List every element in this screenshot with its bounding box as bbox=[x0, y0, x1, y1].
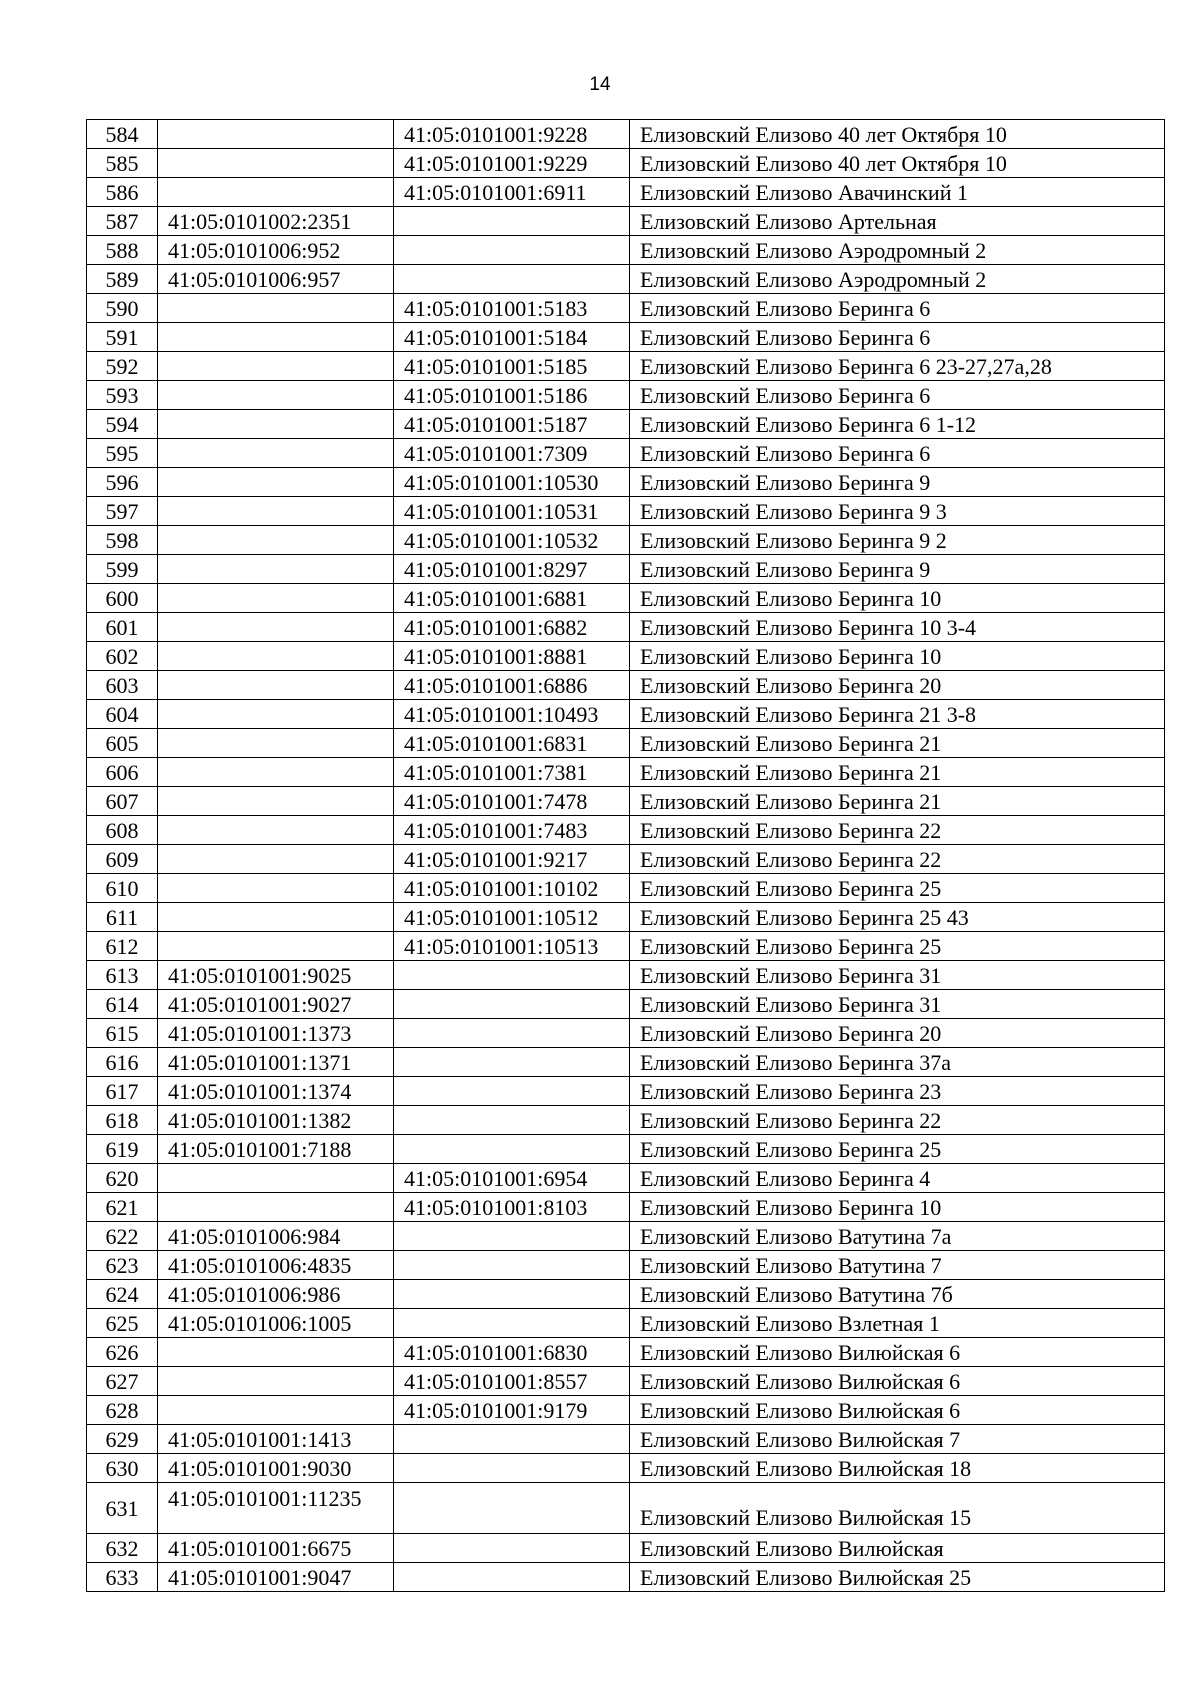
address-cell: Елизовский Елизово Вилюйская 6 bbox=[630, 1396, 1165, 1425]
table-row bbox=[87, 1251, 1165, 1280]
address-cell: Елизовский Елизово Беринга 10 3-4 bbox=[630, 613, 1165, 642]
parcel-cadastral-number-cell bbox=[158, 555, 394, 584]
row-number-cell: 627 bbox=[87, 1367, 158, 1396]
row-number-cell: 620 bbox=[87, 1164, 158, 1193]
row-number-cell: 596 bbox=[87, 468, 158, 497]
row-number-cell: 618 bbox=[87, 1106, 158, 1135]
address-cell: Елизовский Елизово Беринга 21 3-8 bbox=[630, 700, 1165, 729]
address-cell: Елизовский Елизово Беринга 6 23-27,27а,28 bbox=[630, 352, 1165, 381]
table-row bbox=[87, 352, 1165, 381]
address-cell: Елизовский Елизово Взлетная 1 bbox=[630, 1309, 1165, 1338]
table-row bbox=[87, 1193, 1165, 1222]
row-number-cell: 613 bbox=[87, 961, 158, 990]
table-row bbox=[87, 149, 1165, 178]
row-number-cell: 604 bbox=[87, 700, 158, 729]
building-cadastral-number-cell: 41:05:0101001:8557 bbox=[394, 1367, 630, 1396]
address-cell: Елизовский Елизово Вилюйская 7 bbox=[630, 1425, 1165, 1454]
table-row bbox=[87, 207, 1165, 236]
parcel-cadastral-number-cell: 41:05:0101001:6675 bbox=[158, 1534, 394, 1563]
building-cadastral-number-cell: 41:05:0101001:9229 bbox=[394, 149, 630, 178]
row-number-cell: 589 bbox=[87, 265, 158, 294]
building-cadastral-number-cell bbox=[394, 1077, 630, 1106]
building-cadastral-number-cell: 41:05:0101001:10512 bbox=[394, 903, 630, 932]
parcel-cadastral-number-cell bbox=[158, 178, 394, 207]
parcel-cadastral-number-cell bbox=[158, 439, 394, 468]
parcel-cadastral-number-cell bbox=[158, 1193, 394, 1222]
address-cell: Елизовский Елизово Беринга 23 bbox=[630, 1077, 1165, 1106]
row-number-cell: 599 bbox=[87, 555, 158, 584]
address-cell: Елизовский Елизово Беринга 10 bbox=[630, 642, 1165, 671]
parcel-cadastral-number-cell: 41:05:0101001:1382 bbox=[158, 1106, 394, 1135]
building-cadastral-number-cell: 41:05:0101001:6886 bbox=[394, 671, 630, 700]
address-cell: Елизовский Елизово Ватутина 7б bbox=[630, 1280, 1165, 1309]
row-number-cell: 603 bbox=[87, 671, 158, 700]
parcel-cadastral-number-cell bbox=[158, 381, 394, 410]
table-row bbox=[87, 816, 1165, 845]
building-cadastral-number-cell: 41:05:0101001:8881 bbox=[394, 642, 630, 671]
building-cadastral-number-cell: 41:05:0101001:6830 bbox=[394, 1338, 630, 1367]
table-row bbox=[87, 1454, 1165, 1483]
parcel-cadastral-number-cell bbox=[158, 874, 394, 903]
building-cadastral-number-cell bbox=[394, 961, 630, 990]
parcel-cadastral-number-cell: 41:05:0101001:1374 bbox=[158, 1077, 394, 1106]
table-row bbox=[87, 1534, 1165, 1563]
table-row bbox=[87, 1048, 1165, 1077]
row-number-cell: 621 bbox=[87, 1193, 158, 1222]
address-cell: Елизовский Елизово Вилюйская 15 bbox=[630, 1483, 1165, 1534]
building-cadastral-number-cell bbox=[394, 1309, 630, 1338]
building-cadastral-number-cell bbox=[394, 1454, 630, 1483]
parcel-cadastral-number-cell: 41:05:0101001:9027 bbox=[158, 990, 394, 1019]
building-cadastral-number-cell: 41:05:0101001:6882 bbox=[394, 613, 630, 642]
table-row bbox=[87, 1019, 1165, 1048]
table-row bbox=[87, 1563, 1165, 1592]
address-cell: Елизовский Елизово Беринга 9 bbox=[630, 468, 1165, 497]
table-row bbox=[87, 1106, 1165, 1135]
row-number-cell: 630 bbox=[87, 1454, 158, 1483]
row-number-cell: 595 bbox=[87, 439, 158, 468]
building-cadastral-number-cell: 41:05:0101001:5184 bbox=[394, 323, 630, 352]
row-number-cell: 631 bbox=[87, 1483, 158, 1534]
table-row bbox=[87, 787, 1165, 816]
parcel-cadastral-number-cell bbox=[158, 932, 394, 961]
address-cell: Елизовский Елизово Вилюйская 6 bbox=[630, 1338, 1165, 1367]
table-row bbox=[87, 1483, 1165, 1534]
parcel-cadastral-number-cell: 41:05:0101001:7188 bbox=[158, 1135, 394, 1164]
building-cadastral-number-cell: 41:05:0101001:5183 bbox=[394, 294, 630, 323]
building-cadastral-number-cell bbox=[394, 1425, 630, 1454]
parcel-cadastral-number-cell bbox=[158, 1367, 394, 1396]
parcel-cadastral-number-cell bbox=[158, 1396, 394, 1425]
building-cadastral-number-cell: 41:05:0101001:10513 bbox=[394, 932, 630, 961]
building-cadastral-number-cell: 41:05:0101001:7309 bbox=[394, 439, 630, 468]
table-row bbox=[87, 874, 1165, 903]
parcel-cadastral-number-cell: 41:05:0101006:1005 bbox=[158, 1309, 394, 1338]
address-cell: Елизовский Елизово Авачинский 1 bbox=[630, 178, 1165, 207]
row-number-cell: 591 bbox=[87, 323, 158, 352]
row-number-cell: 632 bbox=[87, 1534, 158, 1563]
table-row bbox=[87, 1367, 1165, 1396]
row-number-cell: 598 bbox=[87, 526, 158, 555]
building-cadastral-number-cell: 41:05:0101001:9228 bbox=[394, 120, 630, 149]
table-row bbox=[87, 1425, 1165, 1454]
building-cadastral-number-cell: 41:05:0101001:7483 bbox=[394, 816, 630, 845]
address-cell: Елизовский Елизово Беринга 6 1-12 bbox=[630, 410, 1165, 439]
table-row bbox=[87, 932, 1165, 961]
row-number-cell: 608 bbox=[87, 816, 158, 845]
building-cadastral-number-cell bbox=[394, 1135, 630, 1164]
row-number-cell: 633 bbox=[87, 1563, 158, 1592]
address-cell: Елизовский Елизово Беринга 21 bbox=[630, 729, 1165, 758]
table-row bbox=[87, 323, 1165, 352]
parcel-cadastral-number-cell: 41:05:0101001:9030 bbox=[158, 1454, 394, 1483]
building-cadastral-number-cell: 41:05:0101001:10493 bbox=[394, 700, 630, 729]
address-cell: Елизовский Елизово Вилюйская 6 bbox=[630, 1367, 1165, 1396]
address-cell: Елизовский Елизово Беринга 10 bbox=[630, 1193, 1165, 1222]
table-row bbox=[87, 439, 1165, 468]
parcel-cadastral-number-cell bbox=[158, 584, 394, 613]
parcel-cadastral-number-cell: 41:05:0101006:952 bbox=[158, 236, 394, 265]
building-cadastral-number-cell: 41:05:0101001:6831 bbox=[394, 729, 630, 758]
address-cell: Елизовский Елизово Беринга 22 bbox=[630, 816, 1165, 845]
parcel-cadastral-number-cell bbox=[158, 787, 394, 816]
table-row bbox=[87, 1222, 1165, 1251]
row-number-cell: 628 bbox=[87, 1396, 158, 1425]
address-cell: Елизовский Елизово Артельная bbox=[630, 207, 1165, 236]
address-cell: Елизовский Елизово Беринга 22 bbox=[630, 1106, 1165, 1135]
address-cell: Елизовский Елизово Беринга 22 bbox=[630, 845, 1165, 874]
address-cell: Елизовский Елизово Вилюйская bbox=[630, 1534, 1165, 1563]
address-cell: Елизовский Елизово Беринга 37а bbox=[630, 1048, 1165, 1077]
building-cadastral-number-cell bbox=[394, 236, 630, 265]
table-row bbox=[87, 845, 1165, 874]
building-cadastral-number-cell: 41:05:0101001:5185 bbox=[394, 352, 630, 381]
parcel-cadastral-number-cell: 41:05:0101001:9025 bbox=[158, 961, 394, 990]
building-cadastral-number-cell bbox=[394, 1106, 630, 1135]
address-cell: Елизовский Елизово Вилюйская 18 bbox=[630, 1454, 1165, 1483]
parcel-cadastral-number-cell bbox=[158, 903, 394, 932]
parcel-cadastral-number-cell bbox=[158, 642, 394, 671]
building-cadastral-number-cell bbox=[394, 1280, 630, 1309]
building-cadastral-number-cell bbox=[394, 1483, 630, 1534]
row-number-cell: 616 bbox=[87, 1048, 158, 1077]
address-cell: Елизовский Елизово Ватутина 7а bbox=[630, 1222, 1165, 1251]
table-row bbox=[87, 584, 1165, 613]
building-cadastral-number-cell: 41:05:0101001:10102 bbox=[394, 874, 630, 903]
address-cell: Елизовский Елизово Беринга 6 bbox=[630, 439, 1165, 468]
table-row bbox=[87, 1164, 1165, 1193]
row-number-cell: 610 bbox=[87, 874, 158, 903]
address-cell: Елизовский Елизово Беринга 9 3 bbox=[630, 497, 1165, 526]
table-row bbox=[87, 236, 1165, 265]
address-cell: Елизовский Елизово Беринга 10 bbox=[630, 584, 1165, 613]
building-cadastral-number-cell: 41:05:0101001:9217 bbox=[394, 845, 630, 874]
row-number-cell: 600 bbox=[87, 584, 158, 613]
table-row bbox=[87, 1135, 1165, 1164]
parcel-cadastral-number-cell: 41:05:0101006:4835 bbox=[158, 1251, 394, 1280]
address-cell: Елизовский Елизово Беринга 20 bbox=[630, 671, 1165, 700]
table-row bbox=[87, 497, 1165, 526]
table-row bbox=[87, 410, 1165, 439]
table-row bbox=[87, 729, 1165, 758]
parcel-cadastral-number-cell: 41:05:0101006:986 bbox=[158, 1280, 394, 1309]
address-cell: Елизовский Елизово Вилюйская 25 bbox=[630, 1563, 1165, 1592]
table-row bbox=[87, 555, 1165, 584]
address-cell: Елизовский Елизово Беринга 21 bbox=[630, 787, 1165, 816]
address-cell: Елизовский Елизово Аэродромный 2 bbox=[630, 236, 1165, 265]
page-number: 14 bbox=[589, 74, 611, 95]
parcel-cadastral-number-cell bbox=[158, 671, 394, 700]
building-cadastral-number-cell: 41:05:0101001:9179 bbox=[394, 1396, 630, 1425]
address-cell: Елизовский Елизово Ватутина 7 bbox=[630, 1251, 1165, 1280]
row-number-cell: 622 bbox=[87, 1222, 158, 1251]
row-number-cell: 584 bbox=[87, 120, 158, 149]
address-cell: Елизовский Елизово 40 лет Октября 10 bbox=[630, 149, 1165, 178]
table-row bbox=[87, 526, 1165, 555]
cadastral-register-table bbox=[86, 119, 1165, 1592]
parcel-cadastral-number-cell bbox=[158, 613, 394, 642]
table-row bbox=[87, 1309, 1165, 1338]
building-cadastral-number-cell: 41:05:0101001:6954 bbox=[394, 1164, 630, 1193]
parcel-cadastral-number-cell: 41:05:0101001:1373 bbox=[158, 1019, 394, 1048]
table-row bbox=[87, 178, 1165, 207]
row-number-cell: 609 bbox=[87, 845, 158, 874]
row-number-cell: 593 bbox=[87, 381, 158, 410]
row-number-cell: 615 bbox=[87, 1019, 158, 1048]
building-cadastral-number-cell: 41:05:0101001:5187 bbox=[394, 410, 630, 439]
address-cell: Елизовский Елизово Беринга 6 bbox=[630, 294, 1165, 323]
building-cadastral-number-cell: 41:05:0101001:8103 bbox=[394, 1193, 630, 1222]
parcel-cadastral-number-cell bbox=[158, 816, 394, 845]
row-number-cell: 586 bbox=[87, 178, 158, 207]
row-number-cell: 614 bbox=[87, 990, 158, 1019]
building-cadastral-number-cell: 41:05:0101001:6881 bbox=[394, 584, 630, 613]
building-cadastral-number-cell: 41:05:0101001:6911 bbox=[394, 178, 630, 207]
table-row bbox=[87, 120, 1165, 149]
building-cadastral-number-cell: 41:05:0101001:10532 bbox=[394, 526, 630, 555]
address-cell: Елизовский Елизово Аэродромный 2 bbox=[630, 265, 1165, 294]
table-row bbox=[87, 294, 1165, 323]
row-number-cell: 590 bbox=[87, 294, 158, 323]
parcel-cadastral-number-cell: 41:05:0101006:957 bbox=[158, 265, 394, 294]
building-cadastral-number-cell: 41:05:0101001:10530 bbox=[394, 468, 630, 497]
parcel-cadastral-number-cell bbox=[158, 845, 394, 874]
row-number-cell: 623 bbox=[87, 1251, 158, 1280]
building-cadastral-number-cell bbox=[394, 990, 630, 1019]
parcel-cadastral-number-cell bbox=[158, 149, 394, 178]
row-number-cell: 592 bbox=[87, 352, 158, 381]
address-cell: Елизовский Елизово Беринга 25 bbox=[630, 932, 1165, 961]
address-cell: Елизовский Елизово Беринга 25 bbox=[630, 874, 1165, 903]
row-number-cell: 611 bbox=[87, 903, 158, 932]
row-number-cell: 625 bbox=[87, 1309, 158, 1338]
table-row bbox=[87, 265, 1165, 294]
building-cadastral-number-cell bbox=[394, 1019, 630, 1048]
row-number-cell: 588 bbox=[87, 236, 158, 265]
table-row bbox=[87, 381, 1165, 410]
parcel-cadastral-number-cell bbox=[158, 700, 394, 729]
building-cadastral-number-cell: 41:05:0101001:7478 bbox=[394, 787, 630, 816]
row-number-cell: 602 bbox=[87, 642, 158, 671]
table-row bbox=[87, 758, 1165, 787]
address-cell: Елизовский Елизово Беринга 20 bbox=[630, 1019, 1165, 1048]
row-number-cell: 597 bbox=[87, 497, 158, 526]
table-row bbox=[87, 961, 1165, 990]
row-number-cell: 594 bbox=[87, 410, 158, 439]
table-body bbox=[87, 120, 1165, 1592]
parcel-cadastral-number-cell bbox=[158, 468, 394, 497]
table-row bbox=[87, 642, 1165, 671]
row-number-cell: 619 bbox=[87, 1135, 158, 1164]
address-cell: Елизовский Елизово 40 лет Октября 10 bbox=[630, 120, 1165, 149]
parcel-cadastral-number-cell bbox=[158, 526, 394, 555]
table-row bbox=[87, 613, 1165, 642]
row-number-cell: 617 bbox=[87, 1077, 158, 1106]
table-row bbox=[87, 990, 1165, 1019]
parcel-cadastral-number-cell bbox=[158, 1338, 394, 1367]
address-cell: Елизовский Елизово Беринга 9 2 bbox=[630, 526, 1165, 555]
row-number-cell: 612 bbox=[87, 932, 158, 961]
address-cell: Елизовский Елизово Беринга 31 bbox=[630, 961, 1165, 990]
parcel-cadastral-number-cell bbox=[158, 497, 394, 526]
building-cadastral-number-cell bbox=[394, 1222, 630, 1251]
table-row bbox=[87, 700, 1165, 729]
row-number-cell: 626 bbox=[87, 1338, 158, 1367]
address-cell: Елизовский Елизово Беринга 31 bbox=[630, 990, 1165, 1019]
parcel-cadastral-number-cell bbox=[158, 352, 394, 381]
parcel-cadastral-number-cell: 41:05:0101001:1371 bbox=[158, 1048, 394, 1077]
parcel-cadastral-number-cell: 41:05:0101001:1413 bbox=[158, 1425, 394, 1454]
address-cell: Елизовский Елизово Беринга 21 bbox=[630, 758, 1165, 787]
address-cell: Елизовский Елизово Беринга 6 bbox=[630, 381, 1165, 410]
row-number-cell: 624 bbox=[87, 1280, 158, 1309]
address-cell: Елизовский Елизово Беринга 9 bbox=[630, 555, 1165, 584]
parcel-cadastral-number-cell: 41:05:0101002:2351 bbox=[158, 207, 394, 236]
building-cadastral-number-cell: 41:05:0101001:8297 bbox=[394, 555, 630, 584]
parcel-cadastral-number-cell bbox=[158, 758, 394, 787]
building-cadastral-number-cell bbox=[394, 1048, 630, 1077]
parcel-cadastral-number-cell bbox=[158, 120, 394, 149]
building-cadastral-number-cell bbox=[394, 1251, 630, 1280]
row-number-cell: 606 bbox=[87, 758, 158, 787]
building-cadastral-number-cell: 41:05:0101001:5186 bbox=[394, 381, 630, 410]
table-row bbox=[87, 1338, 1165, 1367]
address-cell: Елизовский Елизово Беринга 25 bbox=[630, 1135, 1165, 1164]
row-number-cell: 587 bbox=[87, 207, 158, 236]
table-row bbox=[87, 903, 1165, 932]
table-row bbox=[87, 1280, 1165, 1309]
building-cadastral-number-cell: 41:05:0101001:10531 bbox=[394, 497, 630, 526]
address-cell: Елизовский Елизово Беринга 6 bbox=[630, 323, 1165, 352]
table-row bbox=[87, 468, 1165, 497]
row-number-cell: 607 bbox=[87, 787, 158, 816]
parcel-cadastral-number-cell bbox=[158, 323, 394, 352]
row-number-cell: 629 bbox=[87, 1425, 158, 1454]
building-cadastral-number-cell bbox=[394, 207, 630, 236]
parcel-cadastral-number-cell bbox=[158, 294, 394, 323]
parcel-cadastral-number-cell: 41:05:0101001:11235 bbox=[158, 1483, 394, 1534]
row-number-cell: 601 bbox=[87, 613, 158, 642]
address-cell: Елизовский Елизово Беринга 4 bbox=[630, 1164, 1165, 1193]
parcel-cadastral-number-cell: 41:05:0101006:984 bbox=[158, 1222, 394, 1251]
table-row bbox=[87, 1396, 1165, 1425]
address-cell: Елизовский Елизово Беринга 25 43 bbox=[630, 903, 1165, 932]
parcel-cadastral-number-cell bbox=[158, 1164, 394, 1193]
row-number-cell: 605 bbox=[87, 729, 158, 758]
building-cadastral-number-cell bbox=[394, 1563, 630, 1592]
parcel-cadastral-number-cell: 41:05:0101001:9047 bbox=[158, 1563, 394, 1592]
row-number-cell: 585 bbox=[87, 149, 158, 178]
building-cadastral-number-cell bbox=[394, 265, 630, 294]
building-cadastral-number-cell bbox=[394, 1534, 630, 1563]
parcel-cadastral-number-cell bbox=[158, 410, 394, 439]
table-row bbox=[87, 671, 1165, 700]
building-cadastral-number-cell: 41:05:0101001:7381 bbox=[394, 758, 630, 787]
parcel-cadastral-number-cell bbox=[158, 729, 394, 758]
table-row bbox=[87, 1077, 1165, 1106]
